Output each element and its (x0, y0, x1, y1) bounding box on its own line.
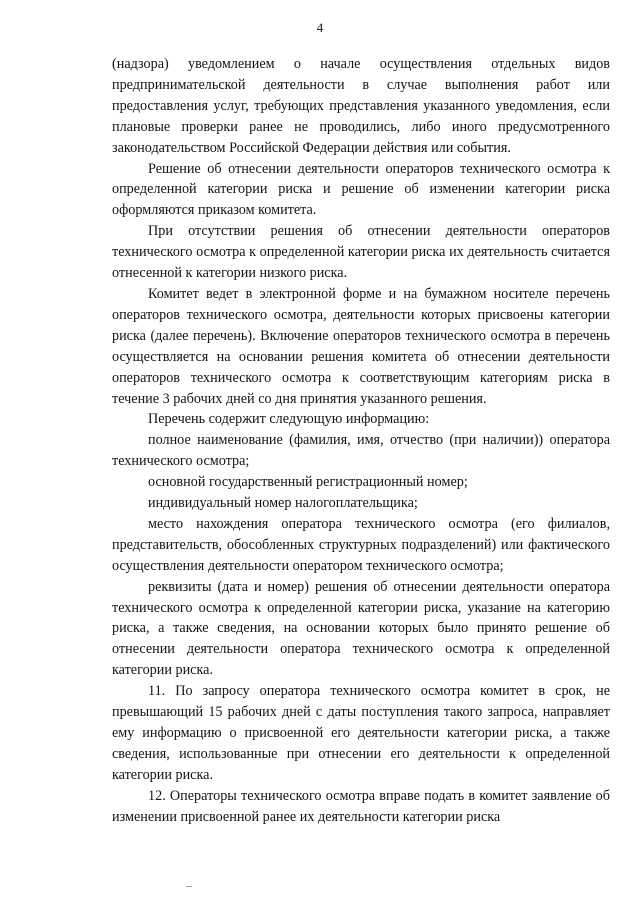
paragraph: полное наименование (фамилия, имя, отчество (при наличии)) оператора технического осмотра; (112, 432, 610, 470)
paragraph: (надзора) уведомлением о начале осуществления отдельных видов предпринимательской деятельности в случае выполнения работ или предоставления услуг, требующих представления указанного уведомления, если плановые проверки ранее не проводились, либо иного предусмотренного законодательством Российской Федерации действия или события. (112, 56, 610, 156)
paragraph: 11. По запросу оператора технического осмотра комитет в срок, не превышающий 15 рабочих дней с даты поступления такого запроса, направляет ему информацию о присвоенной его деятельности категории риска, а также сведения, использованные при отнесении его деятельности к определенной категории риска. (112, 683, 610, 783)
paragraph: место нахождения оператора технического осмотра (его филиалов, представительств, обособленных структурных подразделений) или фактического осуществления деятельности оператором технического осмотра; (112, 515, 610, 574)
paragraph: Комитет ведет в электронной форме и на бумажном носителе перечень операторов технического осмотра, деятельности которых присвоены категории риска (далее перечень). Включение операторов технического осмотра в перечень осуществляется на основании решения комитета об отнесении деятельности операторов технического осмотра к соответствующим категориям риска в течение 3 рабочих дней со дня принятия указанного решения. (112, 285, 610, 407)
paragraph: Перечень содержит следующую информацию: (148, 411, 430, 428)
page-number: 4 (316, 20, 324, 35)
document-body (112, 54, 610, 828)
paragraph: При отсутствии решения об отнесении деятельности операторов технического осмотра к определенной категории риска их деятельность считается отнесенной к категории низкого риска. (112, 223, 610, 282)
paragraph: 12. Операторы технического осмотра вправе подать в комитет заявление об изменении присвоенной ранее их деятельности категории риска (112, 787, 610, 825)
scan-artifact (186, 886, 192, 887)
paragraph: Решение об отнесении деятельности операторов технического осмотра к определенной категории риска и решение об изменении категории риска оформляются приказом комитета. (112, 160, 610, 219)
paragraph: индивидуальный номер налогоплательщика; (148, 495, 418, 512)
paragraph: реквизиты (дата и номер) решения об отнесении деятельности оператора технического осмотра к определенной категории риска, указание на категорию риска, а также сведения, на основании которых было принято решение об отнесении деятельности оператора технического осмотра к определенной категории риска. (112, 578, 610, 679)
paragraph: основной государственный регистрационный номер; (148, 474, 468, 491)
